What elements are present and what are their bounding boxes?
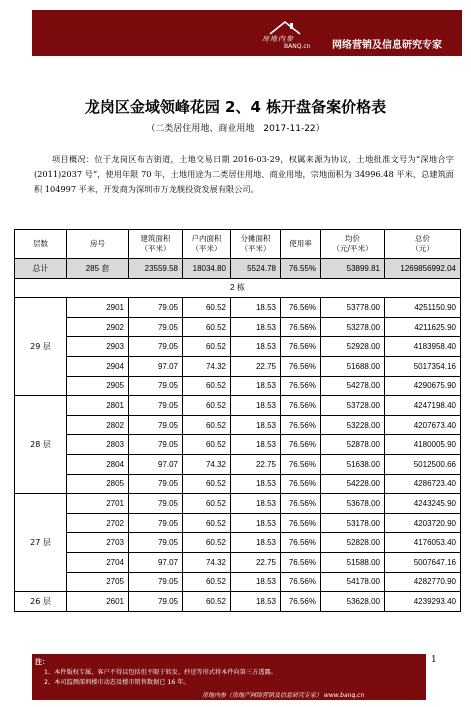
total-gross-area: 23559.58 [129,259,183,279]
floor-label: 26 层 [15,592,67,612]
table-cell: 60.52 [183,317,231,337]
table-cell: 18.53 [231,415,281,435]
table-cell: 60.52 [183,474,231,494]
table-cell: 79.05 [129,533,183,553]
table-row [15,513,461,533]
table-cell: 18.53 [231,572,281,592]
table-cell: 2901 [67,298,129,318]
table-cell: 4203720.90 [385,513,461,533]
table-cell: 52928.00 [321,337,385,357]
table-cell: 97.07 [129,356,183,376]
table-cell: 76.56% [281,533,321,553]
table-cell: 4251150.90 [385,298,461,318]
table-cell: 79.05 [129,317,183,337]
table-row [15,356,461,376]
table-cell: 76.56% [281,415,321,435]
table-cell: 2803 [67,435,129,455]
table-cell: 18.53 [231,376,281,396]
table-cell: 18.53 [231,298,281,318]
table-cell: 18.53 [231,513,281,533]
total-shared-area: 5524.78 [231,259,281,279]
table-cell: 79.05 [129,474,183,494]
table-header [15,230,461,259]
table-cell: 18.53 [231,592,281,612]
table-cell: 79.05 [129,337,183,357]
column-header: 总价 （元） [385,230,461,259]
table-cell: 5007647.16 [385,552,461,572]
table-row [15,298,461,318]
table-cell: 2805 [67,474,129,494]
table-cell: 5012500.66 [385,454,461,474]
table-cell: 76.56% [281,552,321,572]
table-cell: 60.52 [183,494,231,514]
table-cell: 60.52 [183,592,231,612]
column-header: 分摊面积 （平米） [231,230,281,259]
table-cell: 76.56% [281,435,321,455]
table-cell: 18.53 [231,494,281,514]
table-cell: 18.53 [231,337,281,357]
table-cell: 22.75 [231,356,281,376]
floor-label: 27 层 [15,494,67,592]
table-row [15,376,461,396]
header-title: 网络营销及信息研究专家 [332,40,442,51]
table-cell: 74.32 [183,356,231,376]
table-cell: 51688.00 [321,356,385,376]
table-cell: 5017354.16 [385,356,461,376]
table-row [15,435,461,455]
table-cell: 18.53 [231,317,281,337]
price-table [14,229,461,612]
table-row [15,552,461,572]
table-cell: 60.52 [183,396,231,416]
table-cell: 2703 [67,533,129,553]
table-row [15,415,461,435]
table-cell: 60.52 [183,533,231,553]
table-cell: 4243245.90 [385,494,461,514]
column-header: 建筑面积 （平米） [129,230,183,259]
table-cell: 4211625.90 [385,317,461,337]
table-cell: 76.56% [281,317,321,337]
table-cell: 54228.00 [321,474,385,494]
footer-note-2: 2、本司监测深圳楼市动态及楼市销售数据已 16 年。 [44,679,190,686]
table-cell: 18.53 [231,474,281,494]
logo-url: BANQ.cn [284,43,311,50]
header-row [15,230,461,259]
table-cell: 4180005.90 [385,435,461,455]
table-cell: 54278.00 [321,376,385,396]
table-cell: 76.56% [281,474,321,494]
table-cell: 22.75 [231,454,281,474]
table-cell: 53228.00 [321,415,385,435]
table-cell: 2904 [67,356,129,376]
table-cell: 4290675.90 [385,376,461,396]
table-cell: 79.05 [129,415,183,435]
table-cell: 54178.00 [321,572,385,592]
total-row [15,259,461,279]
footer-signature: 房地内参（房地产网络营销及信息研究专家） www.banq.cn [202,692,365,699]
table-cell: 53178.00 [321,513,385,533]
table-cell: 52878.00 [321,435,385,455]
table-cell: 76.56% [281,376,321,396]
table-cell: 76.56% [281,356,321,376]
column-header: 户内面积 （平米） [183,230,231,259]
floor-label: 28 层 [15,396,67,494]
table-row [15,337,461,357]
table-row [15,454,461,474]
table-cell: 79.05 [129,513,183,533]
table-cell: 79.05 [129,376,183,396]
table-cell: 76.56% [281,592,321,612]
table-row [15,592,461,612]
total-usage-rate: 76.55% [281,259,321,279]
table-cell: 79.05 [129,494,183,514]
section-row [15,278,461,298]
table-cell: 18.53 [231,435,281,455]
table-cell: 74.32 [183,552,231,572]
floor-label: 29 层 [15,298,67,396]
table-cell: 76.56% [281,494,321,514]
table-cell: 2801 [67,396,129,416]
table-cell: 79.05 [129,592,183,612]
table-cell: 60.52 [183,337,231,357]
table-cell: 79.05 [129,572,183,592]
table-cell: 2905 [67,376,129,396]
column-header: 使用率 [281,230,321,259]
table-cell: 53778.00 [321,298,385,318]
total-inner-area: 18034.80 [183,259,231,279]
table-cell: 97.07 [129,454,183,474]
table-cell: 76.56% [281,298,321,318]
footer-note-title: 注： [35,658,49,666]
table-cell: 76.56% [281,337,321,357]
footer-note-1: 1、本件版权专属，客户不得以包括但不限于转发、抄送等形式将本件向第三方透露。 [44,669,277,676]
table-cell: 60.52 [183,572,231,592]
table-body [15,259,461,612]
footer-banner [32,654,426,700]
table-cell: 76.56% [281,513,321,533]
table-cell: 79.05 [129,298,183,318]
table-cell: 4183958.40 [385,337,461,357]
table-cell: 4239293.40 [385,592,461,612]
table-cell: 18.53 [231,533,281,553]
column-header: 房号 [67,230,129,259]
table-cell: 79.05 [129,396,183,416]
table-cell: 60.52 [183,298,231,318]
total-price: 1269856992.04 [385,259,461,279]
total-avg-price: 53899.81 [321,259,385,279]
table-cell: 2705 [67,572,129,592]
table-cell: 51588.00 [321,552,385,572]
page-subtitle: （二类居住用地、商业用地 2017-11-22） [146,124,325,134]
table-cell: 4176053.40 [385,533,461,553]
table-cell: 2902 [67,317,129,337]
section-label: 2 栋 [15,278,461,298]
table-row [15,533,461,553]
table-cell: 53678.00 [321,494,385,514]
column-header: 均价 （元/平米） [321,230,385,259]
table-cell: 22.75 [231,552,281,572]
total-label: 总计 [15,259,67,279]
page-number: 1 [431,655,437,665]
table-cell: 4207673.40 [385,415,461,435]
table-cell: 74.32 [183,454,231,474]
total-units: 285 套 [67,259,129,279]
table-cell: 2804 [67,454,129,474]
table-cell: 53278.00 [321,317,385,337]
table-cell: 2701 [67,494,129,514]
header-banner [32,10,462,56]
table-cell: 18.53 [231,396,281,416]
table-cell: 4286723.40 [385,474,461,494]
table-cell: 4247198.40 [385,396,461,416]
table-cell: 53728.00 [321,396,385,416]
table-cell: 2903 [67,337,129,357]
table-cell: 2802 [67,415,129,435]
table-cell: 60.52 [183,415,231,435]
table-row [15,572,461,592]
table-cell: 2702 [67,513,129,533]
table-cell: 51638.00 [321,454,385,474]
table-row [15,396,461,416]
table-cell: 60.52 [183,513,231,533]
column-header: 层数 [15,230,67,259]
page-title: 龙岗区金域领峰花园 2、4 栋开盘备案价格表 [84,98,387,116]
table-row [15,317,461,337]
table-cell: 60.52 [183,376,231,396]
table-cell: 4282770.90 [385,572,461,592]
table-row [15,474,461,494]
table-cell: 76.56% [281,396,321,416]
table-cell: 53628.00 [321,592,385,612]
project-overview: 项目概况：位于龙岗区布吉街道，土地交易日期 2016-03-29，权属来源为协议，土地批准文号为“深地合字(2011)2037 号”，使用年限 70 年，土地用途为二类居住用地、商业用地，宗地面积为 34996.48 平米、总建筑面积 104997 平米，开发商为深圳市万龙舰投资发展有限公司。 [34,154,454,194]
table-cell: 76.56% [281,572,321,592]
table-cell: 97.07 [129,552,183,572]
table-cell: 60.52 [183,435,231,455]
table-cell: 2601 [67,592,129,612]
table-row [15,494,461,514]
table-cell: 76.56% [281,454,321,474]
table-cell: 52828.00 [321,533,385,553]
table-cell: 79.05 [129,435,183,455]
table-cell: 2704 [67,552,129,572]
logo-text: 房地内参 [262,35,294,43]
